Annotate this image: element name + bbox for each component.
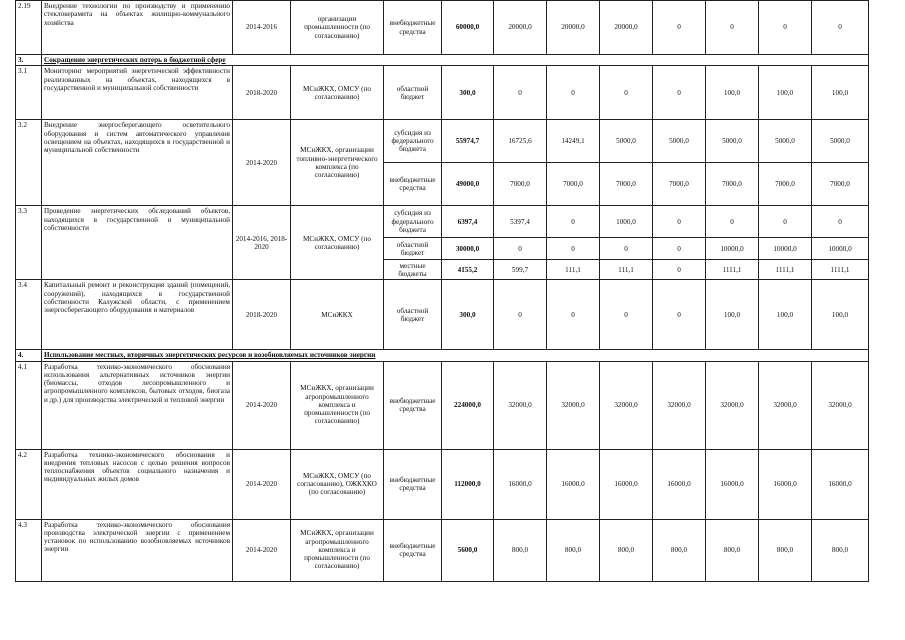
year-value: 111,1 [547,260,600,280]
year-value: 7000,0 [812,163,869,206]
year-value: 0 [653,238,706,260]
year-value: 20000,0 [494,1,547,55]
item-name: Внедрение технологии по производству и применению стеклокерамита на объектах жилищно-коммунального хозяйства [42,1,233,55]
item-number: 3.3 [16,206,42,280]
funding-total: 5600,0 [442,519,494,581]
table-row [16,280,869,350]
funding-total: 49000,0 [442,163,494,206]
funding-total: 300,0 [442,66,494,120]
item-period: 2014-2020 [233,120,291,206]
item-executor: МСиЖКХ, ОМСУ (по согласованию), ОЖКХКО (по согласованию) [291,449,384,519]
year-value: 10000,0 [812,238,869,260]
year-value: 16000,0 [759,449,812,519]
item-name: Разработка технико-экономического обоснования использования альтернативных источников энергии (биомассы, отходов лесопромышленного и агропромышленного комплексов, бытовых отходов, биогаза и др.) для производства электрической и тепловой энергии [42,361,233,449]
year-value: 5000,0 [600,120,653,163]
funding-source: внебюджетные средства [384,361,442,449]
year-value: 0 [759,206,812,238]
year-value: 16000,0 [547,449,600,519]
year-value: 0 [706,1,759,55]
year-value: 800,0 [600,519,653,581]
year-value: 5000,0 [653,120,706,163]
year-value: 7000,0 [759,163,812,206]
funding-source: внебюджетные средства [384,449,442,519]
year-value: 1111,1 [812,260,869,280]
year-value: 0 [547,66,600,120]
table-row [16,449,869,519]
year-value: 800,0 [706,519,759,581]
section-header-row [16,350,869,361]
item-period: 2018-2020 [233,66,291,120]
item-executor: МСиЖКХ, организации агропромышленного комплекса и промышленности (по согласованию) [291,361,384,449]
year-value: 7000,0 [600,163,653,206]
year-value: 100,0 [812,280,869,350]
year-value: 20000,0 [547,1,600,55]
section-title: Использование местных, вторичных энергетических ресурсов и возобновляемых источников энергии [42,350,869,361]
year-value: 10000,0 [706,238,759,260]
year-value: 599,7 [494,260,547,280]
year-value: 800,0 [547,519,600,581]
year-value: 100,0 [706,280,759,350]
item-executor: МСиЖКХ, ОМСУ (по согласованию) [291,206,384,280]
year-value: 32000,0 [547,361,600,449]
year-value: 0 [812,1,869,55]
item-number: 2.19 [16,1,42,55]
year-value: 0 [653,1,706,55]
section-title: Сокращение энергетических потерь в бюджетной сфере [42,55,869,66]
program-activities-table [15,0,869,582]
year-value: 32000,0 [600,361,653,449]
year-value: 800,0 [494,519,547,581]
table-row [16,519,869,581]
funding-source: областной бюджет [384,238,442,260]
year-value: 0 [494,238,547,260]
item-period: 2014-2020 [233,449,291,519]
funding-total: 55974,7 [442,120,494,163]
year-value: 0 [653,260,706,280]
table-row [16,1,869,55]
year-value: 16000,0 [494,449,547,519]
year-value: 0 [600,280,653,350]
year-value: 14249,1 [547,120,600,163]
year-value: 7000,0 [547,163,600,206]
year-value: 5000,0 [706,120,759,163]
year-value: 0 [653,206,706,238]
item-executor: МСиЖКХ, организации агропромышленного комплекса и промышленности (по согласованию) [291,519,384,581]
year-value: 16000,0 [600,449,653,519]
year-value: 16725,6 [494,120,547,163]
year-value: 32000,0 [706,361,759,449]
year-value: 16000,0 [812,449,869,519]
funding-source: областной бюджет [384,280,442,350]
year-value: 0 [812,206,869,238]
funding-total: 4155,2 [442,260,494,280]
year-value: 7000,0 [494,163,547,206]
item-name: Разработка технико-экономического обоснования и внедрения тепловых насосов с целью решения вопросов теплоснабжения объектов социального назначения и индивидуальных жилых домов [42,449,233,519]
table-row [16,66,869,120]
funding-total: 60000,0 [442,1,494,55]
year-value: 800,0 [812,519,869,581]
section-header-row [16,55,869,66]
year-value: 111,1 [600,260,653,280]
year-value: 0 [547,280,600,350]
year-value: 32000,0 [812,361,869,449]
item-number: 3.2 [16,120,42,206]
year-value: 0 [759,1,812,55]
year-value: 100,0 [812,66,869,120]
funding-source: внебюджетные средства [384,1,442,55]
year-value: 20000,0 [600,1,653,55]
funding-total: 224000,0 [442,361,494,449]
item-name: Внедрение энергосберегающего осветительного оборудования и систем автоматического управления освещением на объектах, находящихся в государственной и муниципальной собственности [42,120,233,206]
table-row [16,120,869,163]
funding-source: местные бюджеты [384,260,442,280]
item-name: Мониторинг мероприятий энергетической эффективности реализованных на объектах, находящихся в государственной и муниципальной собственности [42,66,233,120]
year-value: 1111,1 [706,260,759,280]
year-value: 1000,0 [600,206,653,238]
item-number: 4.3 [16,519,42,581]
item-executor: организации промышленности (по согласованию) [291,1,384,55]
table-row [16,361,869,449]
year-value: 100,0 [759,66,812,120]
item-period: 2014-2016, 2018-2020 [233,206,291,280]
section-number: 4. [16,350,42,361]
year-value: 5000,0 [759,120,812,163]
year-value: 32000,0 [494,361,547,449]
year-value: 0 [653,66,706,120]
item-name: Капитальный ремонт и реконструкция зданий (помещений, сооружений), находящихся в государственной собственности Калужской области, с применением энергосберегающего оборудования и материалов [42,280,233,350]
year-value: 1111,1 [759,260,812,280]
item-number: 4.1 [16,361,42,449]
funding-source: субсидия из федерального бюджета [384,206,442,238]
year-value: 32000,0 [653,361,706,449]
year-value: 0 [706,206,759,238]
year-value: 10000,0 [759,238,812,260]
year-value: 800,0 [653,519,706,581]
year-value: 100,0 [706,66,759,120]
item-period: 2014-2020 [233,519,291,581]
item-period: 2014-2016 [233,1,291,55]
funding-source: внебюджетные средства [384,519,442,581]
year-value: 16000,0 [706,449,759,519]
funding-source: субсидия из федерального бюджета [384,120,442,163]
year-value: 7000,0 [706,163,759,206]
funding-total: 112000,0 [442,449,494,519]
year-value: 0 [653,280,706,350]
funding-source: внебюджетные средства [384,163,442,206]
funding-total: 30000,0 [442,238,494,260]
year-value: 800,0 [759,519,812,581]
item-executor: МСиЖКХ [291,280,384,350]
item-executor: МСиЖКХ, ОМСУ (по согласованию) [291,66,384,120]
table-row [16,206,869,238]
year-value: 0 [600,238,653,260]
year-value: 0 [600,66,653,120]
item-number: 4.2 [16,449,42,519]
year-value: 0 [494,280,547,350]
item-executor: МСиЖКХ, организации топливно-энергетического комплекса (по согласованию) [291,120,384,206]
item-number: 3.1 [16,66,42,120]
funding-total: 300,0 [442,280,494,350]
year-value: 5000,0 [812,120,869,163]
year-value: 7000,0 [653,163,706,206]
year-value: 16000,0 [653,449,706,519]
year-value: 0 [494,66,547,120]
item-period: 2014-2020 [233,361,291,449]
item-name: Проведение энергетических обследований объектов, находящихся в государственной и муниципальной собственности [42,206,233,280]
item-period: 2018-2020 [233,280,291,350]
year-value: 32000,0 [759,361,812,449]
item-number: 3.4 [16,280,42,350]
funding-total: 6397,4 [442,206,494,238]
year-value: 0 [547,206,600,238]
year-value: 5397,4 [494,206,547,238]
funding-source: областной бюджет [384,66,442,120]
section-number: 3. [16,55,42,66]
year-value: 100,0 [759,280,812,350]
year-value: 0 [547,238,600,260]
item-name: Разработка технико-экономического обоснования производства электрической энергии с применением установок по использованию возобновляемых источников энергии [42,519,233,581]
